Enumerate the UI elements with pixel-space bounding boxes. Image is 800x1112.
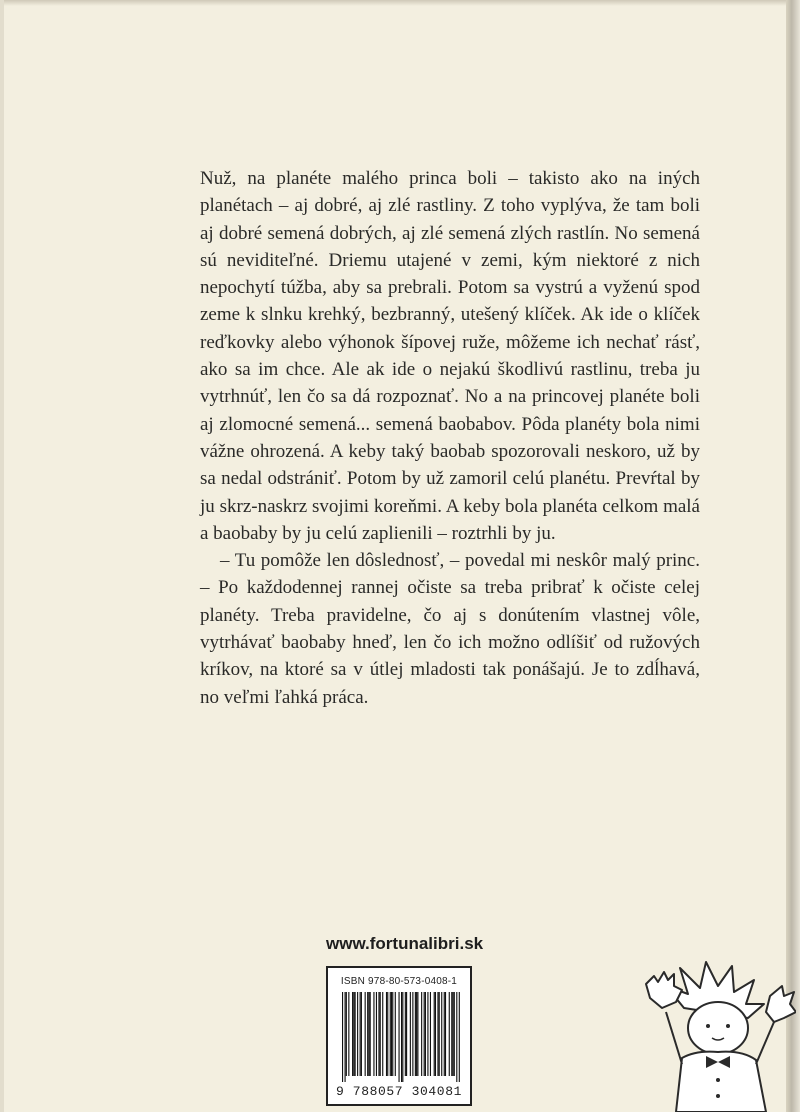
barcode-bar [380, 992, 381, 1076]
cover-left-edge [0, 0, 4, 1112]
barcode-bar [410, 992, 411, 1076]
face [688, 1002, 748, 1054]
barcode-bar [355, 992, 356, 1076]
barcode-bar [452, 992, 453, 1076]
barcode-bar [392, 992, 393, 1076]
barcode-bar [416, 992, 417, 1076]
blurb-paragraph-1: Nuž, na planéte malého princa boli – takisto ako na iných planétach – aj dobré, aj zlé rastliny. Z toho vyplýva, že tam boli aj dobré semená dobrých, aj zlé semená zlých rastlín. No semená sú neviditeľné. Driemu utajené v zemi, kým niektoré z nich nepochytí túžba, aby sa prebrali. Potom sa vystrú a vyženú spod zeme k slnku krehký, bezbranný, utešený klíček. Ak ide o klíček reďkovky alebo výhonok šípovej ruže, môžeme ich nechať rásť, ako sa im chce. Ale ak ide o nejakú škodlivú rastlinu, treba ju vytrhnúť, len čo sa dá rozpoznať. No a na princovej planéte boli aj zlomocné semená... semená baobabov. Pôda planéty bola nimi vážne ohrozená. A keby taký baobab spozorovali neskoro, už by sa nedal odstrániť. Potom by už zamoril celú planétu. Prevŕtal by ju skrz-naskrz svojimi koreňmi. A keby bola planéta celkom malá a baobaby by ju celú zaplienili – roztrhli by ju. [200, 168, 700, 544]
barcode-bar [424, 992, 425, 1076]
barcode-bar [368, 992, 369, 1076]
barcode-bar [346, 992, 347, 1076]
barcode-panel [326, 966, 472, 1106]
little-prince-illustration [636, 946, 796, 1112]
barcode-bar [435, 992, 436, 1076]
barcode-bar [430, 992, 431, 1076]
barcode-digits: 9 788057 304081 [335, 1084, 463, 1099]
barcode-bar [441, 992, 442, 1076]
barcode-bar [459, 992, 460, 1082]
barcode-bar [434, 992, 435, 1076]
cover-top-edge [0, 0, 800, 6]
barcode-bar [412, 992, 413, 1076]
barcode-bar [437, 992, 438, 1076]
barcode-bar [378, 992, 379, 1076]
blurb-paragraph-2: – Tu pomôže len dôslednosť, – povedal mi neskôr malý princ. – Po každodennej rannej očiste sa treba pribrať k očiste celej planéty. Treba pravidelne, čo aj s donútením vlastnej vôle, vytrhávať baobaby hneď, len čo ich možno odlíšiť od ružových kríkov, na ktoré sa v útlej mladosti tak ponášajú. Je to zdĺhavá, no veľmi ľahká práca. [200, 550, 700, 708]
left-hand [646, 972, 682, 1008]
barcode-bar [439, 992, 440, 1076]
barcode-bar [390, 992, 391, 1076]
barcode-bar [376, 992, 377, 1076]
barcode-bar [382, 992, 383, 1076]
barcode-bar [352, 992, 353, 1076]
barcode-bar [454, 992, 455, 1076]
barcode-bar [365, 992, 366, 1076]
barcode-bar [348, 992, 349, 1076]
barcode-bar [425, 992, 426, 1076]
barcode-bar [406, 992, 407, 1076]
barcode-bar [370, 992, 371, 1076]
barcode-bar [421, 992, 422, 1076]
barcode-bar [391, 992, 392, 1076]
barcode-bar [427, 992, 428, 1076]
barcode [342, 992, 460, 1082]
barcode-bar [345, 992, 346, 1082]
barcode-bar [417, 992, 418, 1076]
barcode-bar [445, 992, 446, 1076]
barcode-bar [357, 992, 358, 1076]
barcode-bar [387, 992, 388, 1076]
blurb-text [200, 165, 700, 711]
barcode-bar [456, 992, 457, 1082]
right-hand [766, 986, 796, 1022]
publisher-website: www.fortunalibri.sk [326, 934, 484, 953]
barcode-bar [386, 992, 387, 1076]
barcode-bar [415, 992, 416, 1076]
isbn-label: ISBN 978-80-573-0408-1 [340, 976, 458, 987]
barcode-bar [402, 992, 403, 1082]
barcode-bar [360, 992, 361, 1076]
barcode-bar [444, 992, 445, 1076]
barcode-bar [395, 992, 396, 1076]
barcode-bar [342, 992, 343, 1082]
barcode-bar [367, 992, 368, 1076]
barcode-bar [353, 992, 354, 1076]
barcode-bar [398, 992, 399, 1082]
barcode-bar [373, 992, 374, 1076]
barcode-bar [451, 992, 452, 1076]
barcode-bar [401, 992, 402, 1082]
barcode-bar [405, 992, 406, 1076]
barcode-bar [449, 992, 450, 1076]
barcode-bar [361, 992, 362, 1076]
